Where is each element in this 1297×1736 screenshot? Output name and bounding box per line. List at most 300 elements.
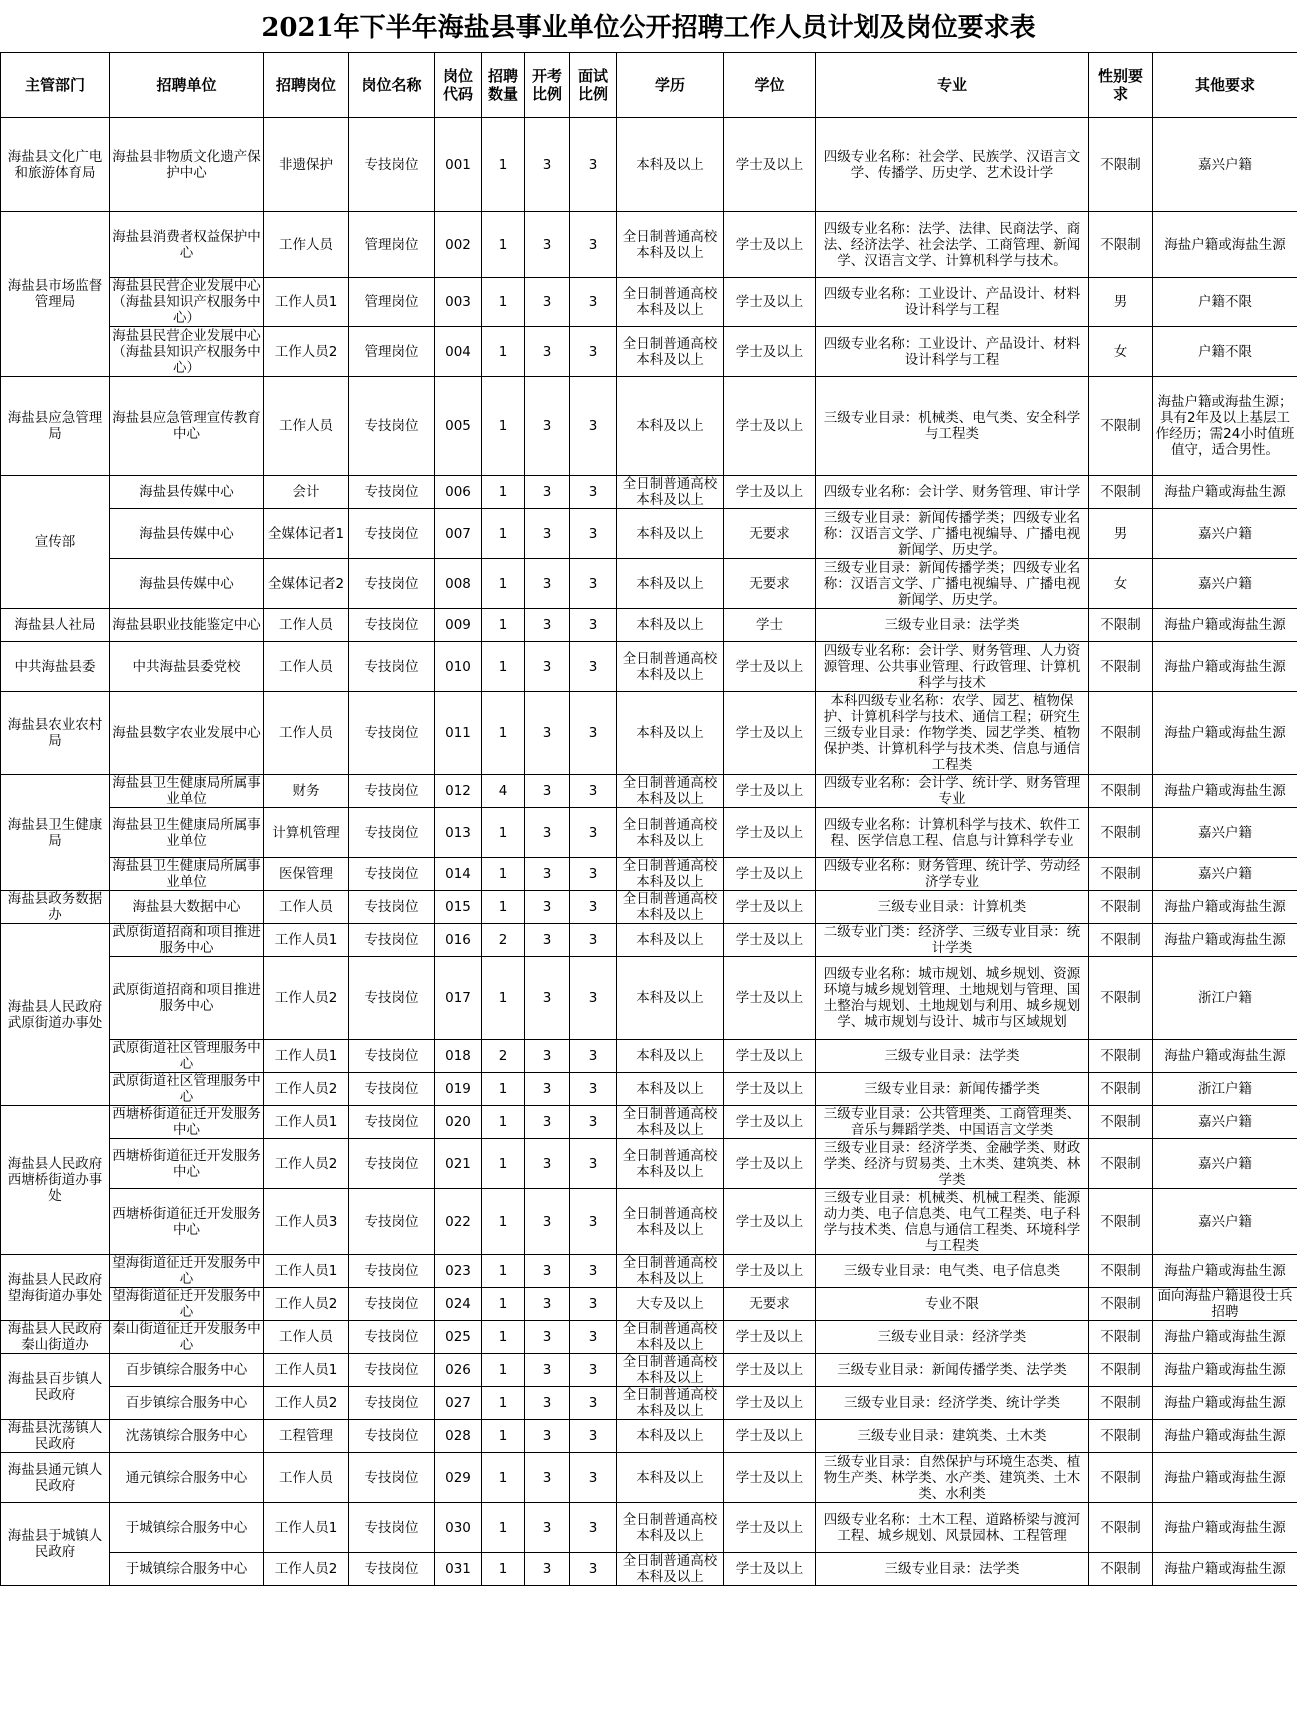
pname-cell: 专技岗位 xyxy=(349,1387,435,1420)
header-unit: 招聘单位 xyxy=(110,53,264,118)
mian-cell: 3 xyxy=(570,1354,617,1387)
unit-cell: 望海街道征迁开发服务中心 xyxy=(110,1288,264,1321)
num-cell: 1 xyxy=(482,559,525,609)
post-cell: 医保管理 xyxy=(264,858,349,891)
table-row xyxy=(1,1453,1297,1503)
post-cell: 工作人员2 xyxy=(264,327,349,377)
pname-cell: 专技岗位 xyxy=(349,1040,435,1073)
post-cell: 工作人员1 xyxy=(264,1106,349,1139)
num-cell: 1 xyxy=(482,808,525,858)
major-cell: 四级专业名称：会计学、统计学、财务管理专业 xyxy=(816,775,1089,808)
deg-cell: 学士及以上 xyxy=(724,775,816,808)
kai-cell: 3 xyxy=(525,1553,570,1586)
major-cell: 三级专业目录：经济学类、金融学类、财政学类、经济与贸易类、土木类、建筑类、林学类 xyxy=(816,1139,1089,1189)
header-major: 专业 xyxy=(816,53,1089,118)
other-cell: 海盐户籍或海盐生源 xyxy=(1153,1255,1297,1288)
sex-cell: 男 xyxy=(1089,509,1153,559)
sex-cell: 不限制 xyxy=(1089,609,1153,642)
mian-cell: 3 xyxy=(570,642,617,692)
edu-cell: 全日制普通高校本科及以上 xyxy=(617,642,724,692)
deg-cell: 学士及以上 xyxy=(724,1106,816,1139)
post-cell: 非遗保护 xyxy=(264,118,349,212)
num-cell: 2 xyxy=(482,1040,525,1073)
unit-cell: 百步镇综合服务中心 xyxy=(110,1387,264,1420)
mian-cell: 3 xyxy=(570,1453,617,1503)
deg-cell: 无要求 xyxy=(724,509,816,559)
kai-cell: 3 xyxy=(525,1453,570,1503)
mian-cell: 3 xyxy=(570,609,617,642)
other-cell: 海盐户籍或海盐生源 xyxy=(1153,476,1297,509)
mian-cell: 3 xyxy=(570,891,617,924)
unit-cell: 海盐县卫生健康局所属事业单位 xyxy=(110,858,264,891)
deg-cell: 学士及以上 xyxy=(724,1321,816,1354)
header-edu: 学历 xyxy=(617,53,724,118)
major-cell: 三级专业目录：计算机类 xyxy=(816,891,1089,924)
table-row xyxy=(1,692,1297,775)
pname-cell: 专技岗位 xyxy=(349,1139,435,1189)
sex-cell: 不限制 xyxy=(1089,1354,1153,1387)
code-cell: 007 xyxy=(435,509,482,559)
deg-cell: 学士及以上 xyxy=(724,858,816,891)
num-cell: 1 xyxy=(482,1354,525,1387)
deg-cell: 学士及以上 xyxy=(724,118,816,212)
kai-cell: 3 xyxy=(525,1106,570,1139)
table-row xyxy=(1,118,1297,212)
header-other: 其他要求 xyxy=(1153,53,1297,118)
deg-cell: 无要求 xyxy=(724,1288,816,1321)
table-row xyxy=(1,1503,1297,1553)
table-row xyxy=(1,1553,1297,1586)
major-cell: 三级专业目录：新闻传播学类；四级专业名称：汉语言文学、广播电视编导、广播电视新闻学、历史学。 xyxy=(816,559,1089,609)
num-cell: 1 xyxy=(482,1420,525,1453)
sex-cell: 不限制 xyxy=(1089,1503,1153,1553)
deg-cell: 学士及以上 xyxy=(724,1453,816,1503)
pname-cell: 专技岗位 xyxy=(349,1073,435,1106)
unit-cell: 于城镇综合服务中心 xyxy=(110,1503,264,1553)
edu-cell: 本科及以上 xyxy=(617,1420,724,1453)
unit-cell: 海盐县卫生健康局所属事业单位 xyxy=(110,775,264,808)
sex-cell: 不限制 xyxy=(1089,377,1153,476)
major-cell: 三级专业目录：自然保护与环境生态类、植物生产类、林学类、水产类、建筑类、土木类、水利类 xyxy=(816,1453,1089,1503)
mian-cell: 3 xyxy=(570,775,617,808)
code-cell: 011 xyxy=(435,692,482,775)
pname-cell: 专技岗位 xyxy=(349,1288,435,1321)
post-cell: 工程管理 xyxy=(264,1420,349,1453)
mian-cell: 3 xyxy=(570,118,617,212)
dept-cell: 海盐县应急管理局 xyxy=(1,377,110,476)
unit-cell: 西塘桥街道征迁开发服务中心 xyxy=(110,1106,264,1139)
unit-cell: 海盐县消费者权益保护中心 xyxy=(110,212,264,278)
other-cell: 嘉兴户籍 xyxy=(1153,509,1297,559)
kai-cell: 3 xyxy=(525,808,570,858)
post-cell: 工作人员1 xyxy=(264,924,349,957)
table-row xyxy=(1,957,1297,1040)
dept-cell: 海盐县卫生健康局 xyxy=(1,775,110,891)
major-cell: 三级专业目录：建筑类、土木类 xyxy=(816,1420,1089,1453)
kai-cell: 3 xyxy=(525,692,570,775)
code-cell: 023 xyxy=(435,1255,482,1288)
sex-cell: 不限制 xyxy=(1089,212,1153,278)
code-cell: 001 xyxy=(435,118,482,212)
deg-cell: 学士及以上 xyxy=(724,1553,816,1586)
table-row xyxy=(1,1321,1297,1354)
major-cell: 四级专业名称：法学、法律、民商法学、商法、经济法学、社会法学、工商管理、新闻学、汉语言文学、计算机科学与技术。 xyxy=(816,212,1089,278)
other-cell: 户籍不限 xyxy=(1153,278,1297,327)
mian-cell: 3 xyxy=(570,1040,617,1073)
mian-cell: 3 xyxy=(570,692,617,775)
code-cell: 031 xyxy=(435,1553,482,1586)
sex-cell: 不限制 xyxy=(1089,1073,1153,1106)
code-cell: 030 xyxy=(435,1503,482,1553)
unit-cell: 武原街道社区管理服务中心 xyxy=(110,1073,264,1106)
header-pname: 岗位名称 xyxy=(349,53,435,118)
unit-cell: 海盐县职业技能鉴定中心 xyxy=(110,609,264,642)
num-cell: 1 xyxy=(482,1189,525,1255)
other-cell: 海盐户籍或海盐生源；具有2年及以上基层工作经历；需24小时值班值守，适合男性。 xyxy=(1153,377,1297,476)
dept-cell: 海盐县政务数据办 xyxy=(1,891,110,924)
deg-cell: 学士及以上 xyxy=(724,1189,816,1255)
pname-cell: 专技岗位 xyxy=(349,957,435,1040)
deg-cell: 学士及以上 xyxy=(724,692,816,775)
deg-cell: 学士及以上 xyxy=(724,642,816,692)
major-cell: 四级专业名称：计算机科学与技术、软件工程、医学信息工程、信息与计算科学专业 xyxy=(816,808,1089,858)
sex-cell: 不限制 xyxy=(1089,1387,1153,1420)
dept-cell: 海盐县人民政府武原街道办事处 xyxy=(1,924,110,1106)
deg-cell: 学士及以上 xyxy=(724,212,816,278)
other-cell: 海盐户籍或海盐生源 xyxy=(1153,1453,1297,1503)
pname-cell: 专技岗位 xyxy=(349,476,435,509)
num-cell: 1 xyxy=(482,476,525,509)
major-cell: 三级专业目录：机械类、电气类、安全科学与工程类 xyxy=(816,377,1089,476)
edu-cell: 全日制普通高校本科及以上 xyxy=(617,1189,724,1255)
mian-cell: 3 xyxy=(570,327,617,377)
post-cell: 工作人员 xyxy=(264,1321,349,1354)
pname-cell: 专技岗位 xyxy=(349,1321,435,1354)
unit-cell: 海盐县民营企业发展中心（海盐县知识产权服务中心） xyxy=(110,278,264,327)
major-cell: 二级专业门类：经济学、三级专业目录：统计学类 xyxy=(816,924,1089,957)
code-cell: 017 xyxy=(435,957,482,1040)
deg-cell: 学士及以上 xyxy=(724,278,816,327)
major-cell: 三级专业目录：经济学类、统计学类 xyxy=(816,1387,1089,1420)
sex-cell: 不限制 xyxy=(1089,775,1153,808)
post-cell: 工作人员3 xyxy=(264,1189,349,1255)
kai-cell: 3 xyxy=(525,1255,570,1288)
table-row xyxy=(1,476,1297,509)
deg-cell: 学士及以上 xyxy=(724,891,816,924)
mian-cell: 3 xyxy=(570,1139,617,1189)
table-row xyxy=(1,1106,1297,1139)
deg-cell: 学士及以上 xyxy=(724,1387,816,1420)
num-cell: 1 xyxy=(482,327,525,377)
sex-cell: 不限制 xyxy=(1089,1553,1153,1586)
mian-cell: 3 xyxy=(570,1255,617,1288)
code-cell: 009 xyxy=(435,609,482,642)
other-cell: 嘉兴户籍 xyxy=(1153,118,1297,212)
table-row xyxy=(1,509,1297,559)
edu-cell: 全日制普通高校本科及以上 xyxy=(617,891,724,924)
mian-cell: 3 xyxy=(570,509,617,559)
table-row xyxy=(1,1288,1297,1321)
pname-cell: 专技岗位 xyxy=(349,642,435,692)
unit-cell: 沈荡镇综合服务中心 xyxy=(110,1420,264,1453)
kai-cell: 3 xyxy=(525,559,570,609)
num-cell: 1 xyxy=(482,1139,525,1189)
deg-cell: 学士及以上 xyxy=(724,1420,816,1453)
edu-cell: 全日制普通高校本科及以上 xyxy=(617,775,724,808)
pname-cell: 专技岗位 xyxy=(349,1106,435,1139)
other-cell: 海盐户籍或海盐生源 xyxy=(1153,609,1297,642)
deg-cell: 学士 xyxy=(724,609,816,642)
kai-cell: 3 xyxy=(525,1354,570,1387)
pname-cell: 专技岗位 xyxy=(349,924,435,957)
edu-cell: 本科及以上 xyxy=(617,377,724,476)
pname-cell: 专技岗位 xyxy=(349,509,435,559)
deg-cell: 学士及以上 xyxy=(724,476,816,509)
deg-cell: 学士及以上 xyxy=(724,327,816,377)
num-cell: 1 xyxy=(482,1288,525,1321)
kai-cell: 3 xyxy=(525,278,570,327)
deg-cell: 学士及以上 xyxy=(724,377,816,476)
table-row xyxy=(1,775,1297,808)
post-cell: 工作人员1 xyxy=(264,1503,349,1553)
major-cell: 三级专业目录：新闻传播学类；四级专业名称：汉语言文学、广播电视编导、广播电视新闻学、历史学。 xyxy=(816,509,1089,559)
num-cell: 1 xyxy=(482,1553,525,1586)
code-cell: 020 xyxy=(435,1106,482,1139)
code-cell: 025 xyxy=(435,1321,482,1354)
dept-cell: 宣传部 xyxy=(1,476,110,609)
pname-cell: 管理岗位 xyxy=(349,327,435,377)
pname-cell: 专技岗位 xyxy=(349,118,435,212)
other-cell: 户籍不限 xyxy=(1153,327,1297,377)
unit-cell: 海盐县传媒中心 xyxy=(110,559,264,609)
code-cell: 015 xyxy=(435,891,482,924)
table-row xyxy=(1,924,1297,957)
major-cell: 三级专业目录：机械类、机械工程类、能源动力类、电子信息类、电气工程类、电子科学与技术类、信息与通信工程类、环境科学与工程类 xyxy=(816,1189,1089,1255)
code-cell: 022 xyxy=(435,1189,482,1255)
unit-cell: 通元镇综合服务中心 xyxy=(110,1453,264,1503)
post-cell: 工作人员1 xyxy=(264,1040,349,1073)
pname-cell: 专技岗位 xyxy=(349,858,435,891)
mian-cell: 3 xyxy=(570,1387,617,1420)
num-cell: 2 xyxy=(482,924,525,957)
other-cell: 嘉兴户籍 xyxy=(1153,808,1297,858)
edu-cell: 本科及以上 xyxy=(617,957,724,1040)
pname-cell: 专技岗位 xyxy=(349,1420,435,1453)
post-cell: 全媒体记者1 xyxy=(264,509,349,559)
code-cell: 002 xyxy=(435,212,482,278)
post-cell: 工作人员2 xyxy=(264,1387,349,1420)
unit-cell: 望海街道征迁开发服务中心 xyxy=(110,1255,264,1288)
code-cell: 028 xyxy=(435,1420,482,1453)
mian-cell: 3 xyxy=(570,212,617,278)
edu-cell: 本科及以上 xyxy=(617,924,724,957)
num-cell: 1 xyxy=(482,692,525,775)
post-cell: 工作人员2 xyxy=(264,957,349,1040)
kai-cell: 3 xyxy=(525,1420,570,1453)
edu-cell: 本科及以上 xyxy=(617,559,724,609)
header-sex: 性别要求 xyxy=(1089,53,1153,118)
unit-cell: 海盐县卫生健康局所属事业单位 xyxy=(110,808,264,858)
unit-cell: 海盐县大数据中心 xyxy=(110,891,264,924)
sex-cell: 女 xyxy=(1089,327,1153,377)
mian-cell: 3 xyxy=(570,1503,617,1553)
kai-cell: 3 xyxy=(525,476,570,509)
kai-cell: 3 xyxy=(525,1387,570,1420)
edu-cell: 全日制普通高校本科及以上 xyxy=(617,1106,724,1139)
code-cell: 027 xyxy=(435,1387,482,1420)
edu-cell: 大专及以上 xyxy=(617,1288,724,1321)
sex-cell: 不限制 xyxy=(1089,1040,1153,1073)
unit-cell: 海盐县非物质文化遗产保护中心 xyxy=(110,118,264,212)
other-cell: 海盐户籍或海盐生源 xyxy=(1153,1420,1297,1453)
unit-cell: 海盐县数字农业发展中心 xyxy=(110,692,264,775)
dept-cell: 海盐县文化广电和旅游体育局 xyxy=(1,118,110,212)
other-cell: 海盐户籍或海盐生源 xyxy=(1153,1321,1297,1354)
other-cell: 海盐户籍或海盐生源 xyxy=(1153,1503,1297,1553)
deg-cell: 学士及以上 xyxy=(724,1139,816,1189)
kai-cell: 3 xyxy=(525,858,570,891)
deg-cell: 学士及以上 xyxy=(724,808,816,858)
unit-cell: 海盐县传媒中心 xyxy=(110,476,264,509)
edu-cell: 全日制普通高校本科及以上 xyxy=(617,212,724,278)
other-cell: 嘉兴户籍 xyxy=(1153,1106,1297,1139)
num-cell: 1 xyxy=(482,212,525,278)
post-cell: 工作人员 xyxy=(264,891,349,924)
table-row xyxy=(1,1139,1297,1189)
major-cell: 三级专业目录：公共管理类、工商管理类、音乐与舞蹈学类、中国语言文学类 xyxy=(816,1106,1089,1139)
mian-cell: 3 xyxy=(570,957,617,1040)
pname-cell: 专技岗位 xyxy=(349,808,435,858)
edu-cell: 全日制普通高校本科及以上 xyxy=(617,476,724,509)
table-row xyxy=(1,1255,1297,1288)
num-cell: 1 xyxy=(482,1387,525,1420)
mian-cell: 3 xyxy=(570,858,617,891)
post-cell: 财务 xyxy=(264,775,349,808)
post-cell: 工作人员 xyxy=(264,609,349,642)
other-cell: 海盐户籍或海盐生源 xyxy=(1153,1040,1297,1073)
edu-cell: 全日制普通高校本科及以上 xyxy=(617,278,724,327)
post-cell: 工作人员1 xyxy=(264,278,349,327)
major-cell: 三级专业目录：法学类 xyxy=(816,1040,1089,1073)
sex-cell: 不限制 xyxy=(1089,1255,1153,1288)
kai-cell: 3 xyxy=(525,1321,570,1354)
major-cell: 三级专业目录：新闻传播学类 xyxy=(816,1073,1089,1106)
post-cell: 工作人员2 xyxy=(264,1553,349,1586)
dept-cell: 海盐县于城镇人民政府 xyxy=(1,1503,110,1586)
pname-cell: 专技岗位 xyxy=(349,692,435,775)
post-cell: 工作人员 xyxy=(264,692,349,775)
pname-cell: 专技岗位 xyxy=(349,1553,435,1586)
unit-cell: 于城镇综合服务中心 xyxy=(110,1553,264,1586)
edu-cell: 全日制普通高校本科及以上 xyxy=(617,1139,724,1189)
table-row xyxy=(1,609,1297,642)
mian-cell: 3 xyxy=(570,808,617,858)
header-code: 岗位代码 xyxy=(435,53,482,118)
kai-cell: 3 xyxy=(525,1503,570,1553)
num-cell: 1 xyxy=(482,1321,525,1354)
pname-cell: 专技岗位 xyxy=(349,775,435,808)
num-cell: 4 xyxy=(482,775,525,808)
deg-cell: 学士及以上 xyxy=(724,1503,816,1553)
dept-cell: 海盐县农业农村局 xyxy=(1,692,110,775)
num-cell: 1 xyxy=(482,642,525,692)
code-cell: 013 xyxy=(435,808,482,858)
num-cell: 1 xyxy=(482,377,525,476)
edu-cell: 全日制普通高校本科及以上 xyxy=(617,1255,724,1288)
table-row xyxy=(1,1189,1297,1255)
page-title: 2021年下半年海盐县事业单位公开招聘工作人员计划及岗位要求表 xyxy=(261,13,1036,43)
dept-cell: 海盐县通元镇人民政府 xyxy=(1,1453,110,1503)
major-cell: 三级专业目录：电气类、电子信息类 xyxy=(816,1255,1089,1288)
unit-cell: 海盐县传媒中心 xyxy=(110,509,264,559)
num-cell: 1 xyxy=(482,1503,525,1553)
sex-cell: 不限制 xyxy=(1089,118,1153,212)
kai-cell: 3 xyxy=(525,212,570,278)
post-cell: 计算机管理 xyxy=(264,808,349,858)
major-cell: 本科四级专业名称：农学、园艺、植物保护、计算机科学与技术、通信工程；研究生三级专业目录：作物学类、园艺学类、植物保护类、计算机科学与技术类、信息与通信工程类 xyxy=(816,692,1089,775)
unit-cell: 海盐县应急管理宣传教育中心 xyxy=(110,377,264,476)
major-cell: 四级专业名称：会计学、财务管理、人力资源管理、公共事业管理、行政管理、计算机科学与技术 xyxy=(816,642,1089,692)
code-cell: 014 xyxy=(435,858,482,891)
code-cell: 010 xyxy=(435,642,482,692)
other-cell: 嘉兴户籍 xyxy=(1153,1189,1297,1255)
num-cell: 1 xyxy=(482,278,525,327)
code-cell: 016 xyxy=(435,924,482,957)
code-cell: 018 xyxy=(435,1040,482,1073)
major-cell: 四级专业名称：工业设计、产品设计、材料设计科学与工程 xyxy=(816,278,1089,327)
header-num: 招聘数量 xyxy=(482,53,525,118)
dept-cell: 海盐县人民政府望海街道办事处 xyxy=(1,1255,110,1321)
kai-cell: 3 xyxy=(525,924,570,957)
dept-cell: 海盐县市场监督管理局 xyxy=(1,212,110,377)
sex-cell: 不限制 xyxy=(1089,642,1153,692)
other-cell: 海盐户籍或海盐生源 xyxy=(1153,924,1297,957)
edu-cell: 本科及以上 xyxy=(617,1453,724,1503)
num-cell: 1 xyxy=(482,891,525,924)
pname-cell: 专技岗位 xyxy=(349,377,435,476)
pname-cell: 专技岗位 xyxy=(349,1255,435,1288)
edu-cell: 本科及以上 xyxy=(617,118,724,212)
major-cell: 专业不限 xyxy=(816,1288,1089,1321)
deg-cell: 无要求 xyxy=(724,559,816,609)
edu-cell: 全日制普通高校本科及以上 xyxy=(617,1354,724,1387)
sex-cell: 不限制 xyxy=(1089,891,1153,924)
post-cell: 会计 xyxy=(264,476,349,509)
deg-cell: 学士及以上 xyxy=(724,1354,816,1387)
major-cell: 四级专业名称：城市规划、城乡规划、资源环境与城乡规划管理、土地规划与管理、国土整治与规划、土地规划与利用、城乡规划学、城市规划与设计、城市与区域规划 xyxy=(816,957,1089,1040)
sex-cell: 不限制 xyxy=(1089,692,1153,775)
deg-cell: 学士及以上 xyxy=(724,924,816,957)
major-cell: 三级专业目录：经济学类 xyxy=(816,1321,1089,1354)
other-cell: 浙江户籍 xyxy=(1153,957,1297,1040)
edu-cell: 全日制普通高校本科及以上 xyxy=(617,858,724,891)
unit-cell: 中共海盐县委党校 xyxy=(110,642,264,692)
post-cell: 工作人员 xyxy=(264,642,349,692)
dept-cell: 中共海盐县委 xyxy=(1,642,110,692)
mian-cell: 3 xyxy=(570,924,617,957)
num-cell: 1 xyxy=(482,1453,525,1503)
code-cell: 003 xyxy=(435,278,482,327)
unit-cell: 武原街道社区管理服务中心 xyxy=(110,1040,264,1073)
table-row xyxy=(1,858,1297,891)
header-kai: 开考比例 xyxy=(525,53,570,118)
header-deg: 学位 xyxy=(724,53,816,118)
post-cell: 工作人员2 xyxy=(264,1288,349,1321)
post-cell: 工作人员2 xyxy=(264,1073,349,1106)
pname-cell: 专技岗位 xyxy=(349,1354,435,1387)
sex-cell: 不限制 xyxy=(1089,1106,1153,1139)
major-cell: 三级专业目录：法学类 xyxy=(816,609,1089,642)
